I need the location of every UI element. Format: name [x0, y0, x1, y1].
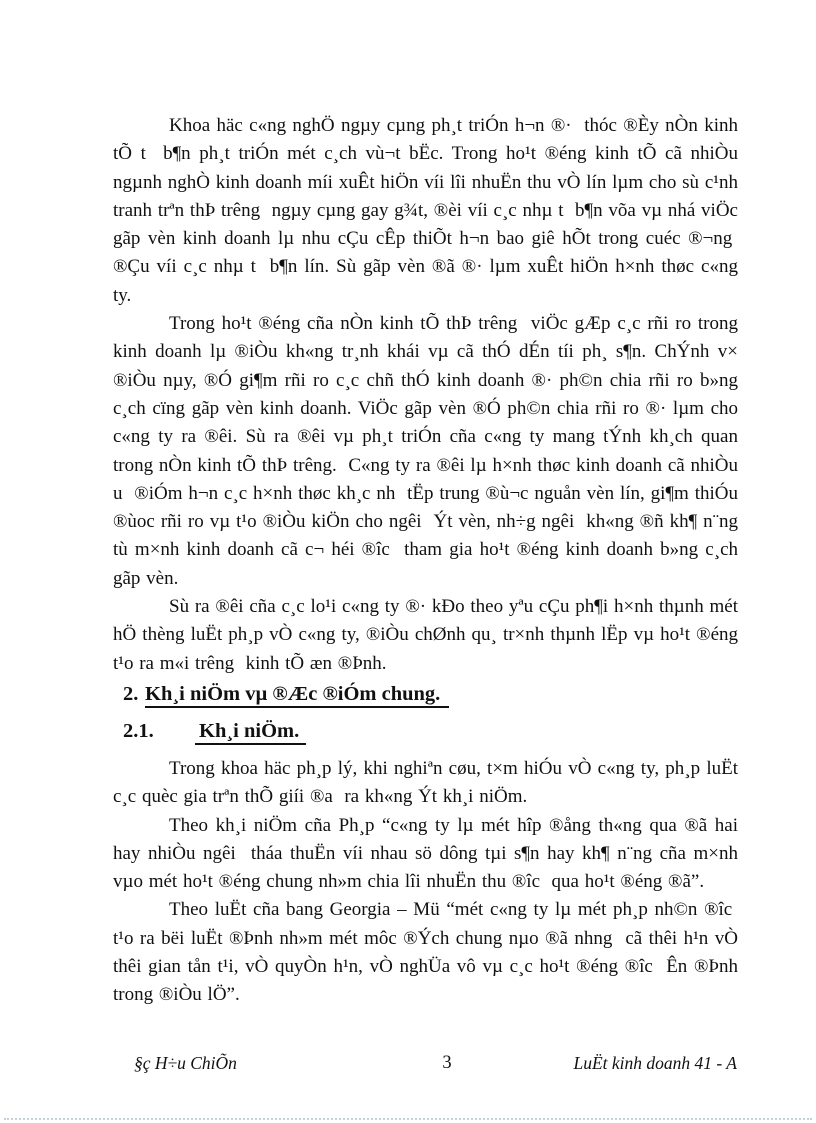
body-text-block: [113, 112, 738, 1010]
paragraph-5: Theo kh¸i niÖm cña Ph¸p “c«ng ty lµ mét hîp ®ång th«ng qua ®ã hai hay nhiÒu ngêi tháa thuËn víi nhau sö dông tµi s¶n hay kh¶ n¨ng cña m×nh vµo mét ho¹t ®éng chung nh»m chia lîi nhuËn thu ®îc qua ho¹t ®éng ®ã”.: [113, 814, 738, 893]
page-break-dotted-line: [4, 1118, 812, 1120]
footer-course-label: LuËt kinh doanh 41 - A: [573, 1053, 737, 1073]
page-footer: [0, 1053, 816, 1079]
section-heading: [113, 679, 738, 709]
section-heading-number: 2.: [123, 682, 139, 705]
subsection-heading-title: Kh¸i niÖm.: [195, 720, 306, 745]
footer-author: §ç H÷u ChiÕn: [134, 1053, 237, 1073]
footer-page-number: 3: [442, 1053, 452, 1073]
paragraph-2: Trong ho¹t ®éng cña nÒn kinh tÕ thÞ trêng viÖc gÆp c¸c rñi ro trong kinh doanh lµ ®iÒu kh«ng tr¸nh khái vµ cã thÓ dÉn tíi ph¸ s¶n. ChÝnh v× ®iÒu nµy, ®Ó gi¶m rñi ro c¸c chñ thÓ kinh doanh ®· ph©n chia rñi ro b»ng c¸ch cïng gãp vèn kinh doanh. ViÖc gãp vèn ®Ó ph©n chia rñi ro ®· lµm cho c«ng ty ra ®êi. Sù ra ®êi vµ ph¸t triÓn cña c«ng ty mang tÝnh kh¸ch quan trong nÒn kinh tÕ thÞ trêng. C«ng ty ra ®êi lµ h×nh thøc kinh doanh cã nhiÒu u ®iÓm h¬n c¸c h×nh thøc kh¸c nh tËp trung ®ù¬c nguån vèn lín, gi¶m thiÓu ®ùoc rñi ro vµ t¹o ®iÒu kiÖn cho ngêi Ýt vèn, nh÷g ngêi kh«ng ®ñ kh¶ n¨ng tù m×nh kinh doanh cã c¬ héi ®îc tham gia ho¹t ®éng kinh doanh b»ng c¸ch gãp vèn.: [113, 313, 738, 589]
paragraph-3: Sù ra ®êi cña c¸c lo¹i c«ng ty ®· kÐo theo yªu cÇu ph¶i h×nh thµnh mét hÖ thèng luËt ph¸p vÒ c«ng ty, ®iÒu chØnh qu¸ tr×nh thµnh lËp vµ ho¹t ®éng t¹o ra m«i trêng kinh tÕ æn ®Þnh.: [113, 596, 738, 674]
paragraph-1: Khoa häc c«ng nghÖ ngµy cµng ph¸t triÓn h¬n ®· thóc ®Èy nÒn kinh tÕ t b¶n ph¸t triÓn mét c¸ch vù¬t bËc. Trong ho¹t ®éng kinh tÕ cã nhiÒu ngµnh nghÒ kinh doanh míi xuÊt hiÖn víi lîi nhuËn thu vÒ lín lµm cho sù c¹nh tranh trªn thÞ trêng ngµy cµng gay g¾t, ®èi víi c¸c nhµ t b¶n võa vµ nhá viÖc gãp vèn kinh doanh lµ nhu cÇu cÊp thiÕt h¬n bao giê hÕt trong cuéc ®¬ng ®Çu víi c¸c nhµ t b¶n lín. Sù gãp vèn ®ã ®· lµm xuÊt hiÖn h×nh thøc c«ng ty.: [113, 115, 738, 306]
paragraph-4: Trong khoa häc ph¸p lý, khi nghiªn cøu, t×m hiÓu vÒ c«ng ty, ph¸p luËt c¸c quèc gia trªn thÕ giíi ®a ra kh«ng Ýt kh¸i niÖm.: [113, 757, 738, 808]
subsection-heading: [113, 716, 738, 746]
subsection-heading-number: 2.1.: [123, 719, 154, 742]
paragraph-6: Theo luËt cña bang Georgia – Mü “mét c«ng ty lµ mét ph¸p nh©n ®îc t¹o ra bëi luËt ®Þnh nh»m mét môc ®Ých chung nµo ®ã nhng cã thêi h¹n vÒ thêi gian tån t¹i, vÒ quyÒn h¹n, vÒ nghÜa vô vµ c¸c ho¹t ®éng ®îc Ên ®Þnh trong ®iÒu lÖ”.: [113, 899, 738, 1006]
section-heading-title: Kh¸i niÖm vµ ®Æc ®iÓm chung.: [145, 683, 449, 708]
